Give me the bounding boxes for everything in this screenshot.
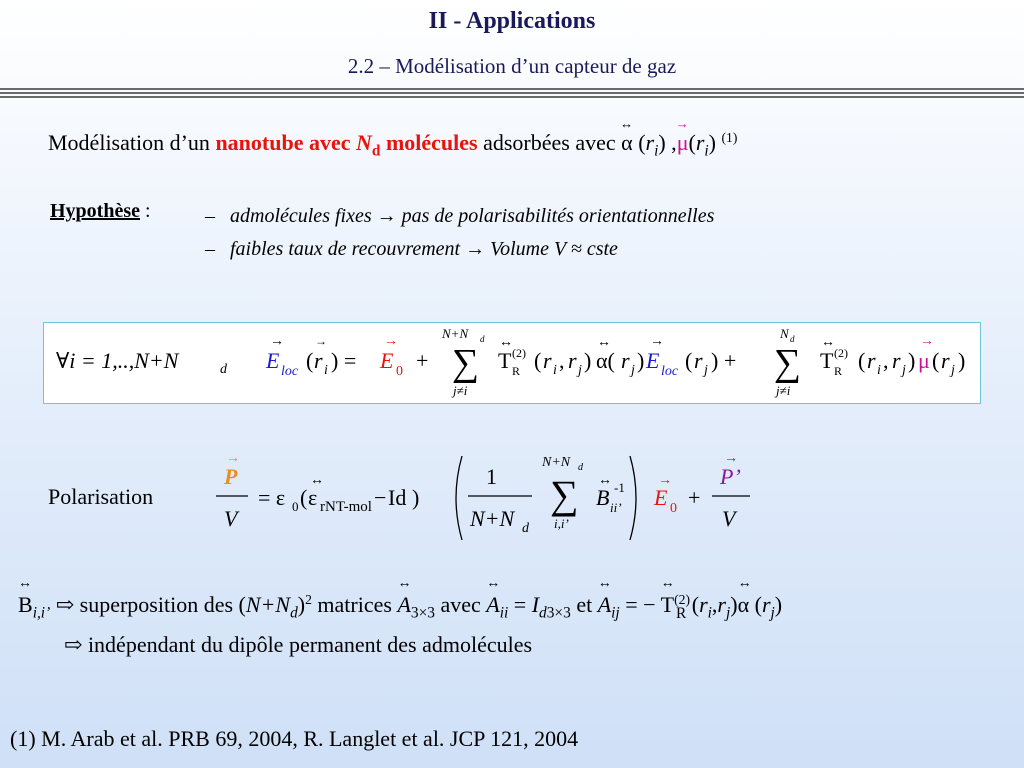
sum-top-1: N+N <box>442 326 469 341</box>
hypothesis-line-2: faibles taux de recouvrement → Volume V ≈ cste <box>230 238 618 260</box>
intro-var-sub: d <box>371 142 381 160</box>
eq-text: + <box>416 348 429 373</box>
hypothesis-label: Hypothèse <box>50 200 140 222</box>
sum-bottom-2: j≠i <box>776 383 791 398</box>
b-symbol: B <box>596 485 610 510</box>
eq-text: = ε <box>258 485 286 510</box>
b-line-1-a: superposition des ( <box>79 592 246 618</box>
r-sub: j <box>902 363 906 378</box>
intro-line <box>48 116 738 161</box>
b-line-1-b: N+N <box>245 592 291 618</box>
b-line-2-text: indépendant du dipôle permanent des admolécules <box>87 632 533 657</box>
mu-symbol: μ <box>918 348 930 373</box>
sum-bottom-1: j≠i <box>453 383 468 398</box>
b-line-1-f: matrices <box>311 592 392 618</box>
r-symbol: r <box>568 348 577 373</box>
intro-highlight: nanotube avec <box>215 130 351 156</box>
eq-text: + <box>688 485 701 510</box>
b-sup: -1 <box>614 480 625 495</box>
r-symbol: r <box>621 348 630 373</box>
sum-top-sub: d <box>578 462 583 473</box>
reference: (1) M. Arab et al. PRB 69, 2004, R. Langlet et al. JCP 121, 2004 <box>10 726 579 751</box>
arrow-glyph: ⇨ <box>55 592 75 618</box>
sum-symbol: ∑ <box>774 342 802 384</box>
p-symbol: P <box>224 464 238 489</box>
eq-text: ( <box>534 348 542 373</box>
t-symbol: T <box>820 348 834 373</box>
eq-text: ) + <box>711 348 737 373</box>
e0-sub: 0 <box>670 501 677 516</box>
eloc-sub: loc <box>281 364 299 379</box>
ref-mark: (1) <box>721 130 738 145</box>
intro-var: N <box>356 130 372 156</box>
frac-den: N+N <box>470 506 515 531</box>
tensor-arrow: ↔ <box>821 335 835 350</box>
frac-num: 1 <box>486 464 497 489</box>
b-line-1-g: avec <box>440 592 481 618</box>
hypothesis-line-1: admolécules fixes → pas de polarisabilités orientationnelles <box>230 205 715 227</box>
header-rule <box>0 96 1024 98</box>
vec-arrow: → <box>315 334 327 348</box>
tensor-arrow: ↔ <box>310 473 324 488</box>
r-symbol: r <box>694 348 703 373</box>
t-symbol: T <box>498 348 512 373</box>
b-line-1-h: et <box>576 592 593 618</box>
t-sup: (2) <box>834 346 848 360</box>
eq-text: ) <box>412 485 420 510</box>
alpha-symbol: α( <box>596 348 615 373</box>
r-symbol: r <box>314 348 323 373</box>
r-sub: j <box>704 363 708 378</box>
r-symbol: r <box>941 348 950 373</box>
b-line-1-e: 2 <box>305 592 312 607</box>
eq-text: ) <box>958 348 966 373</box>
vec-arrow: → <box>724 451 738 466</box>
r-sub: i <box>553 363 557 378</box>
id-text: Id <box>388 485 407 510</box>
r-sub: j <box>951 363 955 378</box>
sum-symbol: ∑ <box>550 472 579 517</box>
dash: – <box>205 238 215 260</box>
r-sub: j <box>578 363 582 378</box>
eq-text: ) = <box>331 348 357 373</box>
b-sub: ii’ <box>610 500 622 515</box>
paren-right <box>630 456 636 540</box>
sum-top-1-sub: d <box>480 334 485 344</box>
hypothesis-item <box>205 233 714 266</box>
p-prime-symbol: P’ <box>720 464 741 489</box>
t-sup: (2) <box>512 346 526 360</box>
eloc-sub: loc <box>661 364 679 379</box>
r-symbol: r <box>867 348 876 373</box>
intro-highlight-2: molécules <box>380 130 478 156</box>
eps-symbol: ε <box>308 485 318 510</box>
a-tensor: A ↔ <box>397 576 412 618</box>
alpha-tensor: α ↔ $(r_i)$ ,μ → $(r_i)$ <box>620 116 716 160</box>
forall-sub: d <box>220 362 227 377</box>
eq-text: ( <box>932 348 940 373</box>
vec-arrow: → <box>650 334 664 349</box>
vec-arrow: → <box>920 334 934 349</box>
vec-arrow: → <box>658 473 672 488</box>
hypothesis-item <box>205 200 714 233</box>
v-symbol: V <box>722 506 736 531</box>
t-sub: R <box>512 364 521 378</box>
eloc-symbol: E <box>266 348 280 373</box>
arrow-glyph: ⇨ <box>64 632 83 657</box>
b-line-2 <box>64 632 532 658</box>
eq-text: ) <box>584 348 592 373</box>
tensor-arrow: ↔ <box>598 473 612 488</box>
eq-text: , <box>559 348 565 373</box>
hypothesis-label-row <box>50 200 151 223</box>
r-symbol: r <box>543 348 552 373</box>
local-field-equation <box>44 323 980 403</box>
vec-arrow: → <box>384 334 398 349</box>
sum-top-2-sub: d <box>790 334 795 344</box>
b-line-1-d: ) <box>297 592 306 618</box>
hypothesis-colon: : <box>140 200 151 222</box>
eq-text: − <box>374 485 387 510</box>
hypothesis-list <box>205 200 714 266</box>
b-tensor: B ↔ <box>18 576 33 618</box>
b-line-1: B ↔ $_{i,i’}$ ⇨ superposition des $(N+N_d)^2$ matrices A ↔ $_{3\times 3}$ avec A ↔ $_{ii} = I_{d3\times 3}$ et A ↔ $_{ij}$ = − T ↔ $^{(2)}_R$ $(r_i,r_j)\alpha$ ↔ $(r_j)$ <box>18 576 783 622</box>
eq-text: ) <box>637 348 645 373</box>
r-sub: i <box>324 363 328 378</box>
forall-text: ∀i = 1,..,N+N <box>56 348 179 373</box>
header-rule <box>0 88 1024 90</box>
polarisation-equation <box>210 448 770 548</box>
tensor-arrow: ↔ <box>597 335 611 350</box>
e0-symbol: E <box>380 348 394 373</box>
vec-arrow: → <box>270 334 284 349</box>
eq-text: ( <box>685 348 693 373</box>
e0-sub: 0 <box>396 364 403 379</box>
eps-sub: 0 <box>292 499 299 514</box>
slide-title: II - Applications <box>428 8 596 34</box>
a-tensor: A ↔ <box>597 576 612 618</box>
eq-text: ) <box>908 348 916 373</box>
polarisation-label: Polarisation <box>48 484 154 509</box>
tensor-arrow: ↔ <box>499 335 513 350</box>
vec-arrow: → <box>226 451 240 466</box>
equation-box <box>43 322 981 404</box>
eq-text: ( <box>858 348 866 373</box>
e0-symbol: E <box>654 485 668 510</box>
sum-symbol: ∑ <box>452 342 480 384</box>
eq-text: , <box>883 348 889 373</box>
slide-subtitle: 2.2 – Modélisation d’un capteur de gaz <box>347 54 677 78</box>
v-symbol: V <box>224 506 238 531</box>
header-rule <box>0 92 1024 94</box>
b-line-1-c: d <box>290 604 298 622</box>
a-tensor: A ↔ <box>486 576 501 618</box>
dash: – <box>205 205 215 227</box>
sum-top: N+N <box>542 455 571 470</box>
paren-left <box>456 456 462 540</box>
frac-den-sub: d <box>522 521 529 536</box>
rnt-sub: rNT-mol <box>320 499 372 515</box>
eloc-symbol: E <box>646 348 660 373</box>
t-sub: R <box>834 364 843 378</box>
sum-top-2: N <box>780 326 789 341</box>
sum-bottom: i,i’ <box>554 516 569 531</box>
intro-prefix: Modélisation d’un <box>48 130 216 156</box>
r-symbol: r <box>892 348 901 373</box>
t-tensor: T ↔ <box>660 576 675 618</box>
eq-text: ( <box>300 485 308 510</box>
r-sub: i <box>877 363 881 378</box>
r-sub: j <box>631 363 635 378</box>
intro-suffix: adsorbées avec <box>477 130 616 156</box>
eq-text: ( <box>306 348 314 373</box>
